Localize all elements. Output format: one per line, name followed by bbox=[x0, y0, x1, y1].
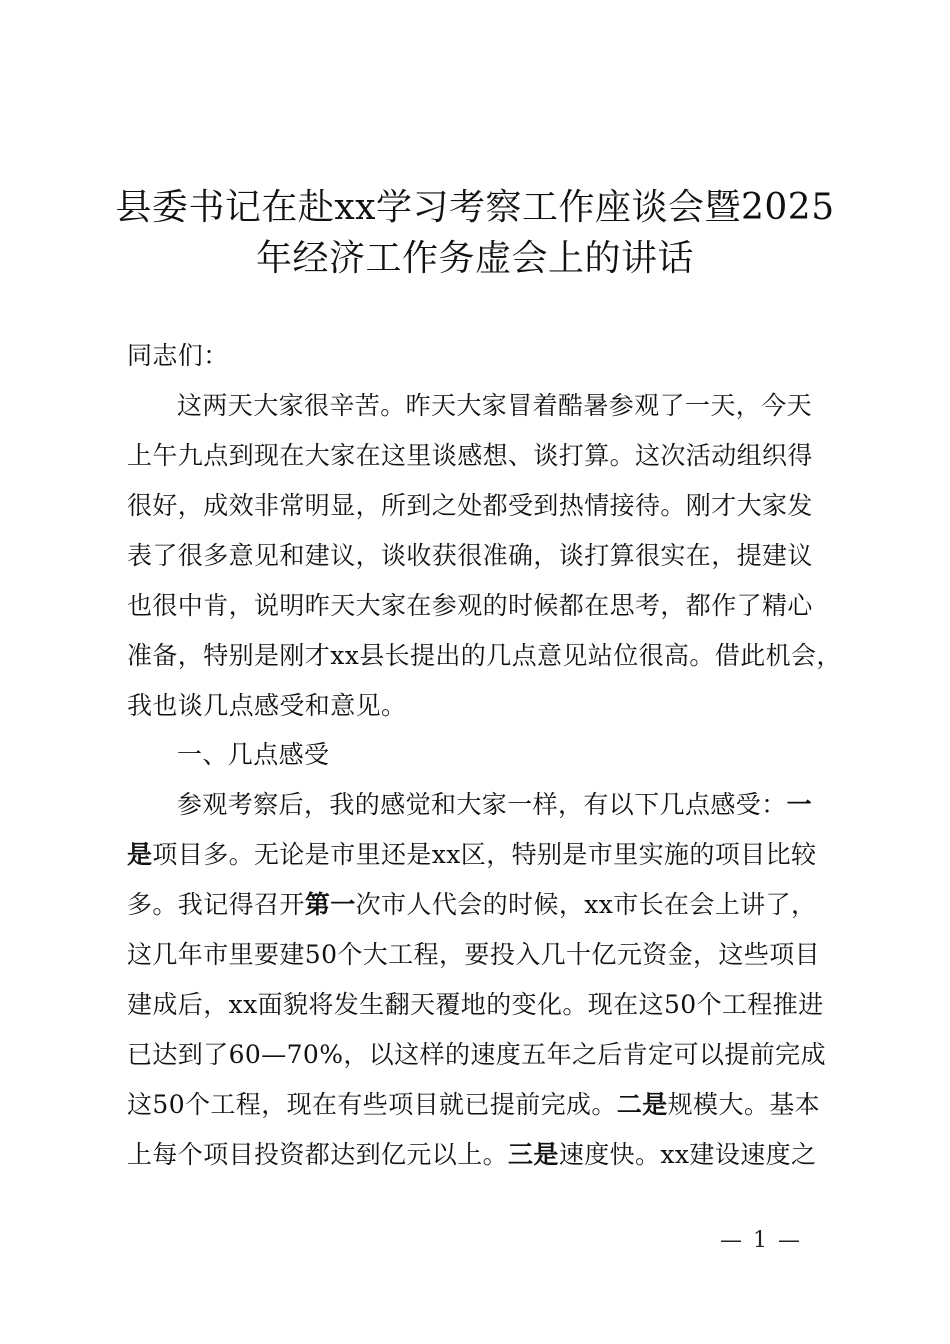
paragraph-line bbox=[127, 1140, 816, 1170]
paragraph-line: 已达到了60—70%，以这样的速度五年之后肯定可以提前完成 bbox=[127, 1040, 826, 1069]
paragraph-line: 上午九点到现在大家在这里谈感想、谈打算。这次活动组织得 bbox=[127, 441, 813, 470]
document-title-line-1: 县委书记在赴xx学习考察工作座谈会暨2025 bbox=[115, 187, 835, 228]
text-run: 次市人代会的时候，xx市长在会上讲了， bbox=[355, 890, 817, 919]
section-heading: 一、几点感受 bbox=[177, 740, 330, 769]
page-number: — 1 — bbox=[720, 1228, 802, 1253]
paragraph-line: 准备，特别是刚才xx县长提出的几点意见站位很高。借此机会， bbox=[127, 641, 842, 670]
text-run: 这50个工程，现在有些项目就已提前完成。 bbox=[127, 1090, 617, 1119]
text-run: 速度快。xx建设速度之 bbox=[558, 1140, 817, 1169]
bold-marker: 一 bbox=[786, 790, 813, 819]
paragraph-line: 这几年市里要建50个大工程，要投入几十亿元资金，这些项目 bbox=[127, 940, 821, 969]
greeting: 同志们： bbox=[127, 341, 229, 370]
paragraph-line: 很好，成效非常明显，所到之处都受到热情接待。刚才大家发 bbox=[127, 491, 813, 520]
text-run: 上每个项目投资都达到亿元以上。 bbox=[127, 1140, 509, 1169]
paragraph-line bbox=[177, 790, 812, 820]
bold-marker: 三是 bbox=[508, 1140, 559, 1169]
bold-marker: 第一 bbox=[304, 890, 356, 919]
text-run: 参观考察后，我的感觉和大家一样，有以下几点感受： bbox=[177, 790, 787, 819]
text-run: 规模大。基本 bbox=[667, 1090, 821, 1119]
paragraph-line bbox=[127, 840, 816, 870]
bold-marker: 二是 bbox=[616, 1090, 668, 1119]
paragraph-line bbox=[127, 1090, 820, 1120]
paragraph-line: 也很中肯，说明昨天大家在参观的时候都在思考，都作了精心 bbox=[127, 591, 813, 620]
document-title-line-2: 年经济工作务虚会上的讲话 bbox=[255, 238, 694, 279]
text-run: 项目多。无论是市里还是xx区，特别是市里实施的项目比较 bbox=[152, 840, 817, 869]
paragraph-line: 这两天大家很辛苦。昨天大家冒着酷暑参观了一天，今天 bbox=[177, 391, 813, 420]
text-run: 多。我记得召开 bbox=[127, 890, 305, 919]
paragraph-line: 表了很多意见和建议，谈收获很准确，谈打算很实在，提建议 bbox=[127, 541, 813, 570]
paragraph-line bbox=[127, 890, 816, 920]
paragraph-line: 我也谈几点感受和意见。 bbox=[127, 691, 407, 720]
paragraph-line: 建成后，xx面貌将发生翻天覆地的变化。现在这50个工程推进 bbox=[127, 990, 824, 1019]
bold-marker: 是 bbox=[127, 840, 153, 869]
